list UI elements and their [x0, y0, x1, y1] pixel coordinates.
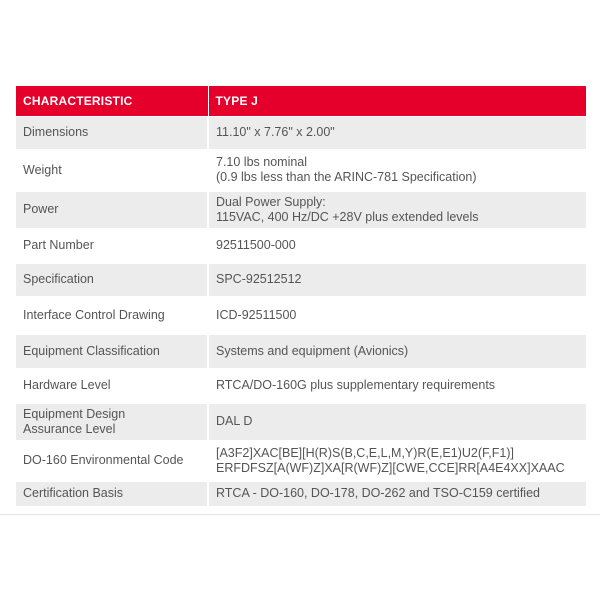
row-label-text: Certification Basis — [23, 486, 124, 500]
table-row — [16, 117, 586, 150]
table-row — [16, 263, 586, 297]
row-label-text: Power — [23, 202, 59, 216]
row-label — [16, 191, 208, 229]
row-value-text: RTCA/DO-160G plus supplementary requirements — [216, 378, 496, 392]
row-label — [16, 441, 208, 481]
row-value — [208, 369, 586, 403]
row-label — [16, 481, 208, 507]
row-label — [16, 403, 208, 441]
row-label-text: Equipment Classification — [23, 343, 160, 358]
row-value — [208, 263, 586, 297]
row-value-text: Dual Power Supply: — [216, 194, 326, 209]
row-value-text: Systems and equipment (Avionics) — [216, 343, 409, 358]
table-row — [16, 369, 586, 403]
row-label-text: Assurance Level — [23, 421, 116, 436]
row-value-text: RTCA - DO-160, DO-178, DO-262 and TSO-C159 certified — [216, 486, 540, 500]
row-label — [16, 117, 208, 150]
row-label-text: DO-160 Environmental Code — [23, 453, 184, 467]
table-row — [16, 334, 586, 369]
row-label-text: Equipment Design — [23, 406, 126, 421]
row-label-text: Weight — [23, 162, 62, 177]
row-value — [208, 403, 586, 441]
divider — [0, 514, 600, 515]
row-value-text: [A3F2]XAC[BE][H(R)S(B,C,E,L,M,Y)R(E,E1)U2(F,F1)] — [216, 445, 514, 460]
row-value-text: ICD-92511500 — [216, 307, 297, 322]
row-value — [208, 481, 586, 507]
table-header-row — [16, 86, 586, 117]
header-type-j: TYPE J — [208, 86, 586, 117]
table-row — [16, 297, 586, 334]
row-value-text: ERFDFSZ[A(WF)Z]XA[R(WF)Z][CWE,CCE]RR[A4E4XX]XAAC — [216, 460, 565, 475]
row-label-text: Dimensions — [23, 125, 89, 140]
row-value-text: DAL D — [216, 414, 253, 428]
row-label — [16, 297, 208, 334]
row-value-text: 92511500-000 — [216, 238, 296, 252]
row-value — [208, 150, 586, 191]
row-value — [208, 334, 586, 369]
row-value-text: 7.10 lbs nominal — [216, 155, 308, 169]
table-row — [16, 481, 586, 507]
row-value — [208, 297, 586, 334]
row-label — [16, 229, 208, 263]
row-value — [208, 441, 586, 481]
header-characteristic: CHARACTERISTIC — [16, 86, 208, 117]
table-row — [16, 403, 586, 441]
row-value — [208, 229, 586, 263]
row-value — [208, 117, 586, 150]
row-label — [16, 150, 208, 191]
table-row — [16, 150, 586, 191]
row-value-text: 11.10" x 7.76" x 2.00" — [216, 125, 335, 140]
table-row — [16, 441, 586, 481]
table-row — [16, 229, 586, 263]
spec-table — [16, 86, 586, 508]
row-label-text: Specification — [23, 272, 94, 286]
row-value — [208, 191, 586, 229]
table-row — [16, 191, 586, 229]
row-value-text: 115VAC, 400 Hz/DC +28V plus extended levels — [216, 209, 479, 224]
row-value-text: (0.9 lbs less than the ARINC-781 Specification) — [216, 170, 477, 184]
row-label — [16, 263, 208, 297]
row-label — [16, 334, 208, 369]
row-label-text: Interface Control Drawing — [23, 307, 165, 322]
row-label-text: Part Number — [23, 238, 94, 252]
row-value-text: SPC-92512512 — [216, 272, 302, 286]
row-label-text: Hardware Level — [23, 378, 111, 392]
row-label — [16, 369, 208, 403]
